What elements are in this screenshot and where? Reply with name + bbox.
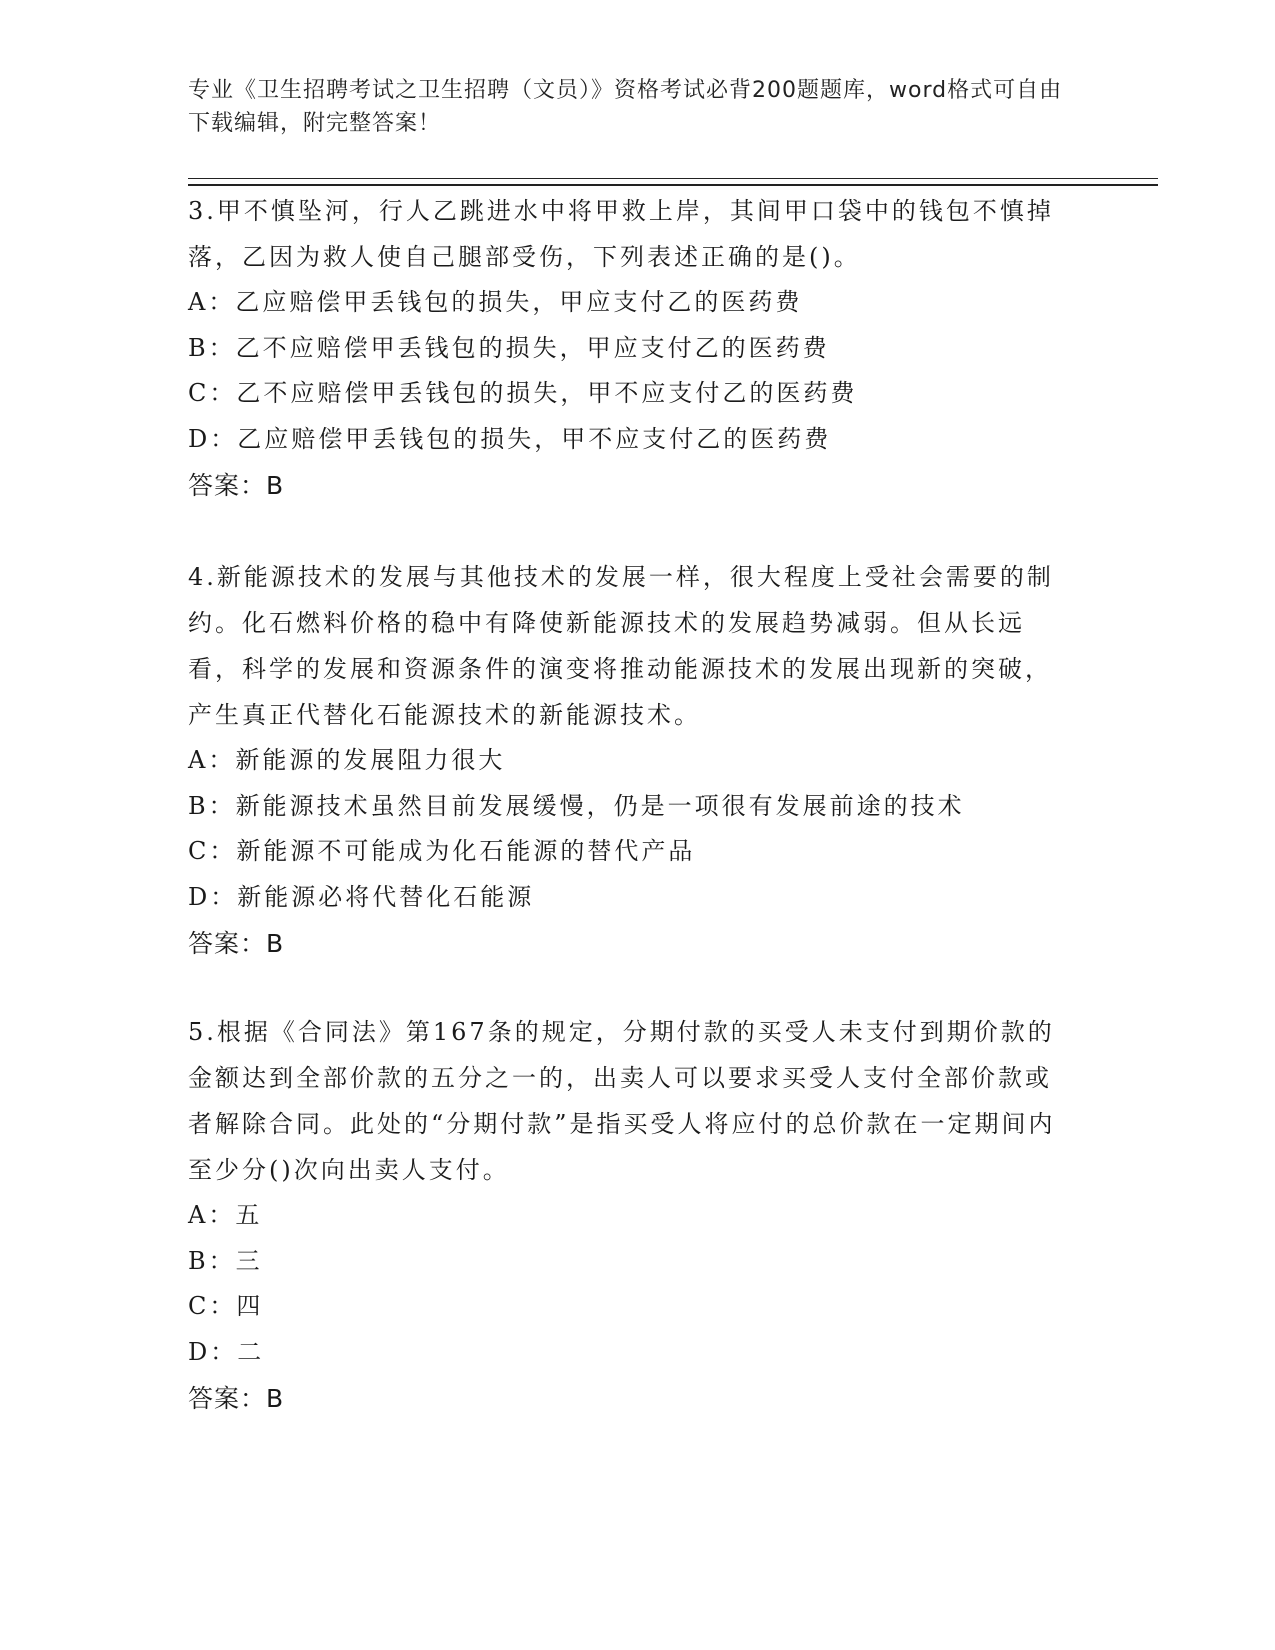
answer: 答案：B [188, 1384, 285, 1413]
document-header: 专业《卫生招聘考试之卫生招聘（文员）》资格考试必背200题题库，word格式可自由下载编辑，附完整答案！ [188, 78, 1063, 136]
option-c: C：乙不应赔偿甲丢钱包的损失，甲不应支付乙的医药费 [188, 379, 858, 407]
option-a: A：五 [188, 1201, 263, 1229]
option-c: C：新能源不可能成为化石能源的替代产品 [188, 837, 696, 865]
option-a: A：新能源的发展阻力很大 [188, 746, 506, 774]
question-5 [188, 1009, 1068, 1421]
option-b: B：乙不应赔偿甲丢钱包的损失，甲应支付乙的医药费 [188, 333, 830, 362]
option-d: D：乙应赔偿甲丢钱包的损失，甲不应支付乙的医药费 [188, 424, 832, 453]
answer: 答案：B [188, 471, 285, 500]
header-divider [188, 178, 1158, 186]
option-d: D：二 [188, 1337, 265, 1366]
option-b: B：新能源技术虽然目前发展缓慢，仍是一项很有发展前途的技术 [188, 791, 965, 820]
question-stem: 5.根据《合同法》第167条的规定，分期付款的买受人未支付到期价款的金额达到全部价款的五分之一的，出卖人可以要求买受人支付全部价款或者解除合同。此处的“分期付款”是指买受人将应付的总价款在一定期间内至少分()次向出卖人支付。 [188, 1018, 1056, 1184]
question-4 [188, 554, 1068, 966]
option-a: A：乙应赔偿甲丢钱包的损失，甲应支付乙的医药费 [188, 288, 803, 316]
answer: 答案：B [188, 929, 285, 958]
question-stem: 4.新能源技术的发展与其他技术的发展一样，很大程度上受社会需要的制约。化石燃料价格的稳中有降使新能源技术的发展趋势减弱。但从长远看，科学的发展和资源条件的演变将推动能源技术的发展出现新的突破，产生真正代替化石能源技术的新能源技术。 [188, 563, 1054, 729]
question-3 [188, 188, 1068, 508]
option-b: B：三 [188, 1246, 263, 1275]
question-stem: 3.甲不慎坠河，行人乙跳进水中将甲救上岸，其间甲口袋中的钱包不慎掉落，乙因为救人使自己腿部受伤，下列表述正确的是()。 [188, 197, 1054, 271]
option-c: C：四 [188, 1292, 264, 1320]
option-d: D：新能源必将代替化石能源 [188, 882, 535, 911]
